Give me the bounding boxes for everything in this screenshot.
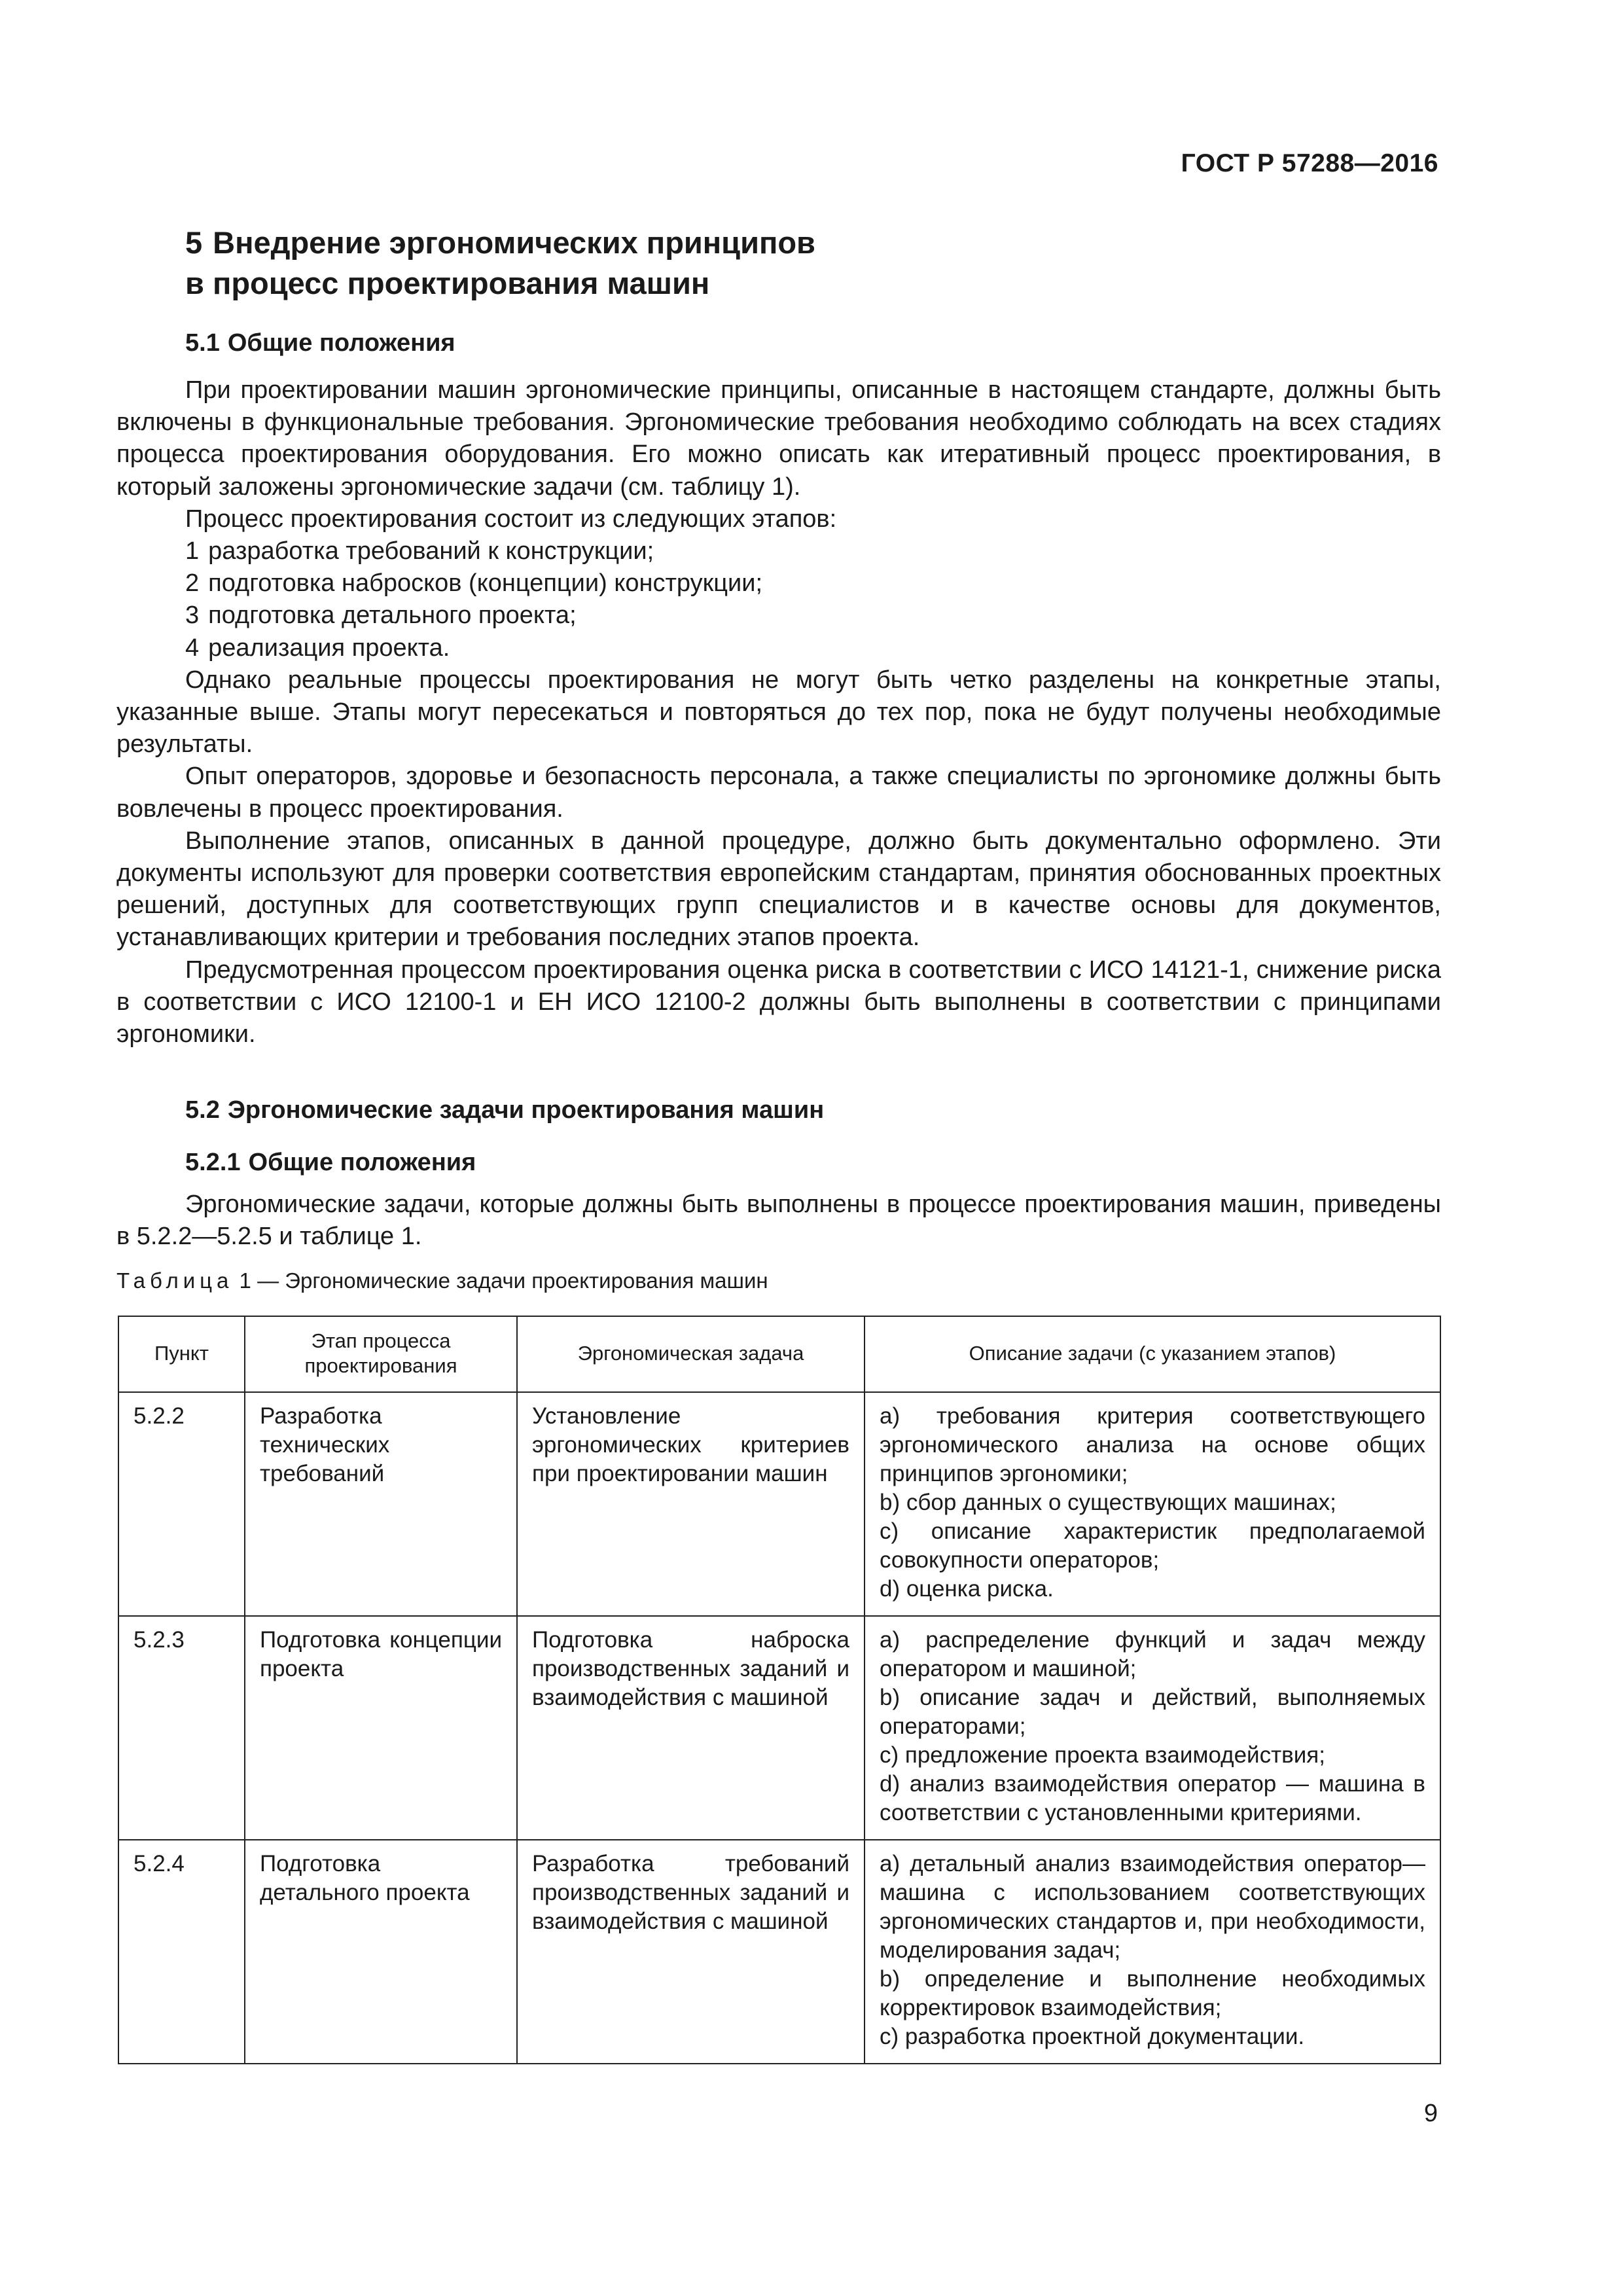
subsection-number: 5.1 — [185, 329, 220, 357]
paragraph: Выполнение этапов, описанных в данной процедуре, должно быть документально оформлено. Эти документы используют для проверки соответствия европейским стандартам, принятия обоснованных проектных решений, доступных для соответствующих групп специалистов и в качестве основы для документов, устанавливающих критерии и требования последних этапов проекта. — [116, 827, 1441, 952]
paragraph: Предусмотренная процессом проектирования оценка риска в соответствии с ИСО 14121-1, снижение риска в соответствии с ИСО 12100-1 и ЕН ИСО 12100-2 должны быть выполнены в соответствии с принципами эргономики. — [116, 956, 1441, 1049]
subsection-number: 5.2 — [185, 1096, 220, 1124]
paragraph: Процесс проектирования состоит из следующих этапов: — [185, 505, 837, 533]
table-row — [118, 1840, 1440, 2064]
list-text: подготовка детального проекта; — [208, 601, 577, 630]
description-item: d) анализ взаимодействия оператор — машина в соответствии с установленными критериями. — [880, 1771, 1425, 1825]
section-number: 5 — [185, 225, 203, 260]
list-item — [116, 567, 1441, 600]
description-item: c) разработка проектной документации. — [880, 2024, 1305, 2049]
description-item: c) описание характеристик предполагаемой совокупности операторов; — [880, 1518, 1425, 1573]
cell-description — [865, 1840, 1440, 2064]
description-item: d) оценка риска. — [880, 1576, 1054, 1602]
cell-description — [865, 1392, 1440, 1616]
list-number: 4 — [185, 634, 200, 662]
subsection-5-1-heading — [185, 327, 455, 359]
description-item: b) описание задач и действий, выполняемых операторами; — [880, 1685, 1425, 1739]
subsection-title: Общие положения — [227, 329, 455, 357]
page-number: 9 — [1423, 2100, 1438, 2127]
list-text: реализация проекта. — [208, 634, 450, 662]
subsection-5-2-1-body — [116, 1189, 1441, 1253]
table-caption-text: 1 — Эргономические задачи проектирования машин — [233, 1268, 768, 1293]
subsection-5-1-body — [116, 374, 1441, 1050]
list-item — [116, 632, 1441, 664]
cell-clause: 5.2.2 — [118, 1392, 245, 1616]
description-item: a) детальный анализ взаимодействия оператор—машина с использованием соответствующих эргономических стандартов и, при необходимости, моделирования задач; — [880, 1851, 1425, 1963]
subsection-5-2-1-heading — [185, 1147, 476, 1178]
cell-stage: Разработка технических требований — [245, 1392, 517, 1616]
column-header-stage — [245, 1316, 517, 1392]
description-item: a) распределение функций и задач между оператором и машиной; — [880, 1627, 1425, 1681]
header-line: (с указанием этапов) — [1139, 1342, 1336, 1365]
description-item: b) сбор данных о существующих машинах; — [880, 1490, 1336, 1515]
table-caption-label: Таблица — [116, 1268, 234, 1293]
header-line: проектирования — [304, 1354, 457, 1377]
header-line: Этап процесса — [311, 1329, 451, 1352]
subsection-number: 5.2.1 — [185, 1149, 241, 1176]
list-number: 2 — [185, 569, 200, 598]
section-5-heading — [185, 223, 815, 304]
cell-stage: Подготовка детального проекта — [245, 1840, 517, 2064]
paragraph: При проектировании машин эргономические принципы, описанные в настоящем стандарте, должны быть включены в функциональные требования. Эргономические требования необходимо соблюдать на всех стадиях процесса проектирования оборудования. Его можно описать как итеративный процесс проектирования, в который заложены эргономические задачи (см. таблицу 1). — [116, 376, 1441, 501]
header-line: Описание задачи — [969, 1342, 1133, 1365]
ergonomic-tasks-table — [118, 1316, 1441, 2064]
cell-task: Разработка требований производственных заданий и взаимодействия с машиной — [517, 1840, 865, 2064]
list-number: 1 — [185, 537, 200, 565]
list-item — [116, 600, 1441, 632]
cell-stage: Подготовка концепции проекта — [245, 1616, 517, 1840]
list-item — [116, 535, 1441, 567]
cell-task: Установление эргономических критериев при проектировании машин — [517, 1392, 865, 1616]
cell-description — [865, 1616, 1440, 1840]
subsection-title: Общие положения — [248, 1149, 476, 1176]
column-header-description — [865, 1316, 1440, 1392]
paragraph: Опыт операторов, здоровье и безопасность персонала, а также специалисты по эргономике должны быть вовлечены в процесс проектирования. — [116, 762, 1441, 823]
list-number: 3 — [185, 601, 200, 630]
column-header-clause: Пункт — [118, 1316, 245, 1392]
list-text: разработка требований к конструкции; — [208, 537, 654, 565]
column-header-task: Эргономическая задача — [517, 1316, 865, 1392]
section-title-line1: Внедрение эргономических принципов — [213, 225, 815, 260]
description-item: c) предложение проекта взаимодействия; — [880, 1742, 1325, 1768]
subsection-title: Эргономические задачи проектирования машин — [227, 1096, 825, 1124]
standard-code: ГОСТ Р 57288—2016 — [1181, 149, 1438, 177]
section-title-line2: в процесс проектирования машин — [185, 266, 710, 300]
table-row — [118, 1392, 1440, 1616]
cell-clause: 5.2.4 — [118, 1840, 245, 2064]
description-item: a) требования критерия соответствующего эргономического анализа на основе общих принципов эргономики; — [880, 1403, 1425, 1486]
paragraph: Однако реальные процессы проектирования не могут быть четко разделены на конкретные этапы, указанные выше. Этапы могут пересекаться и повторяться до тех пор, пока не будут получены необходимые результаты. — [116, 666, 1441, 759]
description-item: b) определение и выполнение необходимых корректировок взаимодействия; — [880, 1966, 1425, 2020]
table-header-row — [118, 1316, 1440, 1392]
cell-task: Подготовка наброска производственных заданий и взаимодействия с машиной — [517, 1616, 865, 1840]
list-text: подготовка набросков (концепции) конструкции; — [208, 569, 763, 598]
subsection-5-2-heading — [185, 1094, 824, 1126]
table-caption — [116, 1266, 768, 1295]
paragraph: Эргономические задачи, которые должны быть выполнены в процессе проектирования машин, приведены в 5.2.2—5.2.5 и таблице 1. — [116, 1191, 1441, 1251]
cell-clause: 5.2.3 — [118, 1616, 245, 1840]
table-row — [118, 1616, 1440, 1840]
